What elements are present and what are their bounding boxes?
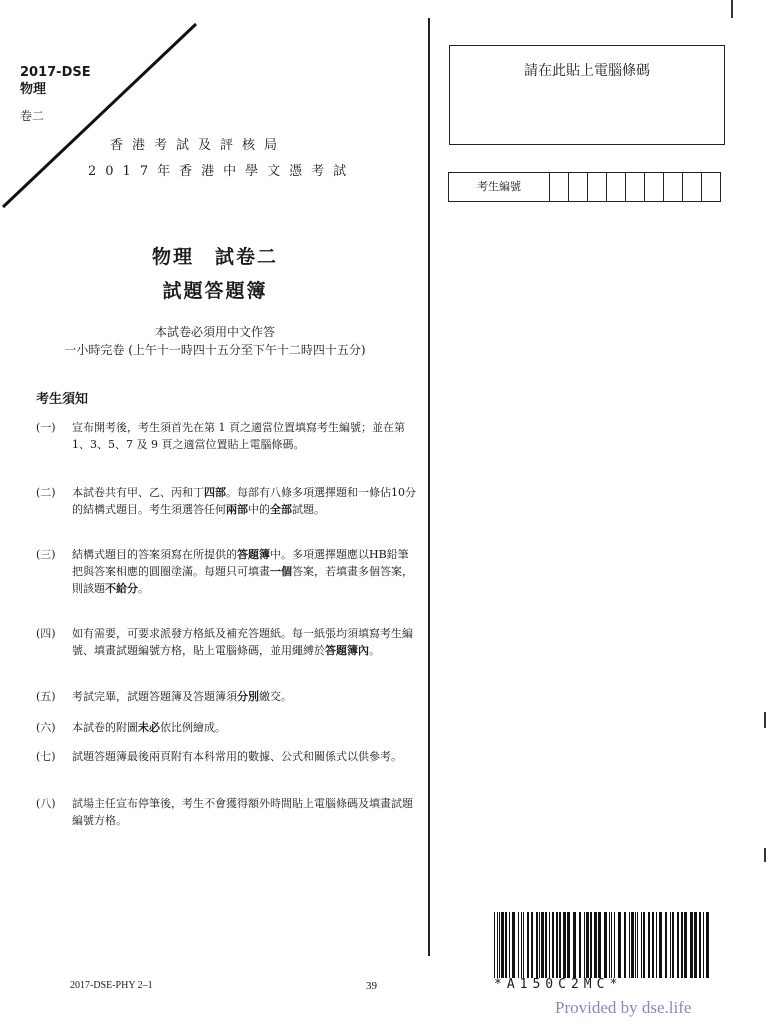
barcode-bar bbox=[541, 912, 544, 978]
barcode-bar bbox=[505, 912, 507, 978]
barcode-bar bbox=[635, 912, 636, 978]
barcode-bar bbox=[614, 912, 615, 978]
paper-label: 卷二 bbox=[20, 109, 45, 123]
barcode-bar bbox=[690, 912, 693, 978]
candidate-number-field bbox=[448, 172, 721, 202]
barcode-bar bbox=[499, 912, 500, 978]
duration-note: 一小時完卷 (上午十一時四十五分至下午十二時四十五分) bbox=[64, 343, 366, 357]
barcode-bar bbox=[652, 912, 654, 978]
barcode-bar bbox=[556, 912, 558, 978]
candidate-digit-box[interactable] bbox=[569, 173, 588, 201]
barcode-bar bbox=[643, 912, 645, 978]
barcode-bar bbox=[584, 912, 585, 978]
barcode-bar bbox=[586, 912, 589, 978]
instruction-number: (二) bbox=[36, 486, 56, 499]
barcode-bar bbox=[523, 912, 524, 978]
instruction-number: (七) bbox=[36, 750, 56, 763]
barcode-bar bbox=[512, 912, 515, 978]
instruction-item-2 bbox=[36, 484, 416, 518]
barcode-bar bbox=[637, 912, 638, 978]
barcode-bar bbox=[670, 912, 671, 978]
barcode-bar bbox=[545, 912, 547, 978]
instruction-item-8 bbox=[36, 795, 416, 829]
instruction-text: 試題答題簿最後兩頁附有本科常用的數據、公式和關係式以供參考。 bbox=[72, 750, 402, 763]
barcode-bar bbox=[563, 912, 566, 978]
scan-edge-mark bbox=[731, 0, 733, 18]
barcode-bar bbox=[631, 912, 634, 978]
instruction-text: 如有需要，可要求派發方格紙及補充答題紙。每一紙張均須填寫考生編號、填畫試題編號方格，貼上電腦條碼，並用繩縛於答題簿內。 bbox=[72, 627, 413, 657]
instruction-number: (一) bbox=[36, 421, 56, 434]
barcode-bar bbox=[684, 912, 687, 978]
barcode-bar bbox=[590, 912, 592, 978]
instruction-item-4 bbox=[36, 625, 416, 659]
barcode-bar bbox=[518, 912, 519, 978]
barcode-bar bbox=[509, 912, 510, 978]
instruction-item-3 bbox=[36, 546, 416, 597]
barcode-sticker-label: 請在此貼上電腦條碼 bbox=[524, 63, 650, 79]
barcode-bar bbox=[611, 912, 612, 978]
barcode-bar bbox=[527, 912, 529, 978]
scan-edge-mark bbox=[764, 848, 766, 862]
candidate-digit-box[interactable] bbox=[664, 173, 683, 201]
instruction-item-6 bbox=[36, 719, 416, 736]
barcode-bar bbox=[609, 912, 610, 978]
barcode-bar bbox=[706, 912, 709, 978]
barcode-sticker-area bbox=[449, 45, 725, 145]
barcode-bar bbox=[681, 912, 683, 978]
barcode-bar bbox=[549, 912, 550, 978]
candidate-number-label: 考生編號 bbox=[448, 173, 550, 201]
footer-paper-code: 2017-DSE-PHY 2–1 bbox=[70, 980, 153, 991]
barcode-bar bbox=[629, 912, 630, 978]
candidate-digit-box[interactable] bbox=[702, 173, 721, 201]
exam-name: 2017年香港中學文憑考試 bbox=[88, 164, 356, 179]
language-note: 本試卷必須用中文作答 bbox=[154, 325, 275, 339]
barcode-bar bbox=[573, 912, 576, 978]
instruction-number: (五) bbox=[36, 690, 56, 703]
subject-label: 物理 bbox=[20, 82, 47, 97]
instruction-number: (八) bbox=[36, 797, 56, 810]
barcode-bar bbox=[497, 912, 498, 978]
instruction-text: 宣布開考後，考生須首先在第 1 頁之適當位置填寫考生編號；並在第 1、3、5、7 及 9 頁之適當位置貼上電腦條碼。 bbox=[72, 421, 405, 451]
instruction-text: 本試卷共有甲、乙、丙和丁四部。每部有八條多項選擇題和一條佔10分的結構式題目。考生須選答任何兩部中的全部試題。 bbox=[72, 486, 416, 516]
barcode-bar bbox=[677, 912, 679, 978]
instruction-number: (四) bbox=[36, 627, 56, 640]
barcode-bar bbox=[618, 912, 621, 978]
barcode-bar bbox=[656, 912, 657, 978]
candidate-digit-box[interactable] bbox=[588, 173, 607, 201]
exam-authority: 香港考試及評核局 bbox=[110, 138, 287, 153]
barcode-bar bbox=[604, 912, 607, 978]
page-number: 39 bbox=[366, 980, 377, 992]
barcode-bar bbox=[659, 912, 662, 978]
barcode-bar bbox=[703, 912, 704, 978]
barcode-bar bbox=[694, 912, 697, 978]
barcode-graphic bbox=[492, 912, 714, 978]
barcode-bar bbox=[552, 912, 554, 978]
barcode-bar bbox=[598, 912, 601, 978]
barcode-bar bbox=[539, 912, 540, 978]
vertical-divider bbox=[428, 18, 430, 956]
barcode-bar bbox=[559, 912, 561, 978]
candidate-digit-box[interactable] bbox=[626, 173, 645, 201]
instruction-number: (六) bbox=[36, 721, 56, 734]
paper-identifier bbox=[20, 64, 91, 125]
candidate-digit-box[interactable] bbox=[683, 173, 702, 201]
instruction-item-1 bbox=[36, 419, 416, 453]
barcode-bar bbox=[594, 912, 597, 978]
candidate-digit-box[interactable] bbox=[550, 173, 569, 201]
barcode-bar bbox=[672, 912, 674, 978]
scan-edge-mark bbox=[764, 712, 766, 728]
barcode-bar bbox=[494, 912, 495, 978]
instruction-item-5 bbox=[36, 688, 416, 705]
candidate-digit-box[interactable] bbox=[645, 173, 664, 201]
instruction-item-7 bbox=[36, 748, 416, 765]
barcode-bar bbox=[624, 912, 626, 978]
barcode-bar bbox=[579, 912, 581, 978]
instruction-number: (三) bbox=[36, 548, 56, 561]
barcode-bar bbox=[567, 912, 570, 978]
instruction-text: 試場主任宣布停筆後，考生不會獲得額外時間貼上電腦條碼及填畫試題編號方格。 bbox=[72, 797, 413, 827]
barcode-bar bbox=[641, 912, 642, 978]
barcode-bar bbox=[648, 912, 650, 978]
barcode-bar bbox=[531, 912, 533, 978]
barcode-text: *A150C2MC* bbox=[494, 977, 623, 992]
barcode-bar bbox=[665, 912, 667, 978]
watermark-text: Provided by dse.life bbox=[555, 998, 692, 1017]
paper-title: 物理 試卷二 bbox=[151, 246, 278, 268]
exam-code: 2017-DSE bbox=[20, 65, 91, 80]
barcode-bar bbox=[699, 912, 701, 978]
barcode-bar bbox=[521, 912, 522, 978]
candidate-digit-box[interactable] bbox=[607, 173, 626, 201]
instruction-text: 結構式題目的答案須寫在所提供的答題簿中。多項選擇題應以HB鉛筆把與答案相應的圓圈塗滿。每題只可填畫一個答案，若填畫多個答案，則該題不給分。 bbox=[72, 548, 413, 595]
instructions-heading: 考生須知 bbox=[36, 392, 89, 407]
barcode-bar bbox=[501, 912, 504, 978]
paper-subtitle: 試題答題簿 bbox=[162, 280, 268, 302]
instruction-text: 考試完畢，試題答題簿及答題簿須分別繳交。 bbox=[72, 690, 292, 703]
instruction-text: 本試卷的附圖未必依比例繪成。 bbox=[72, 721, 226, 734]
barcode-bar bbox=[536, 912, 538, 978]
